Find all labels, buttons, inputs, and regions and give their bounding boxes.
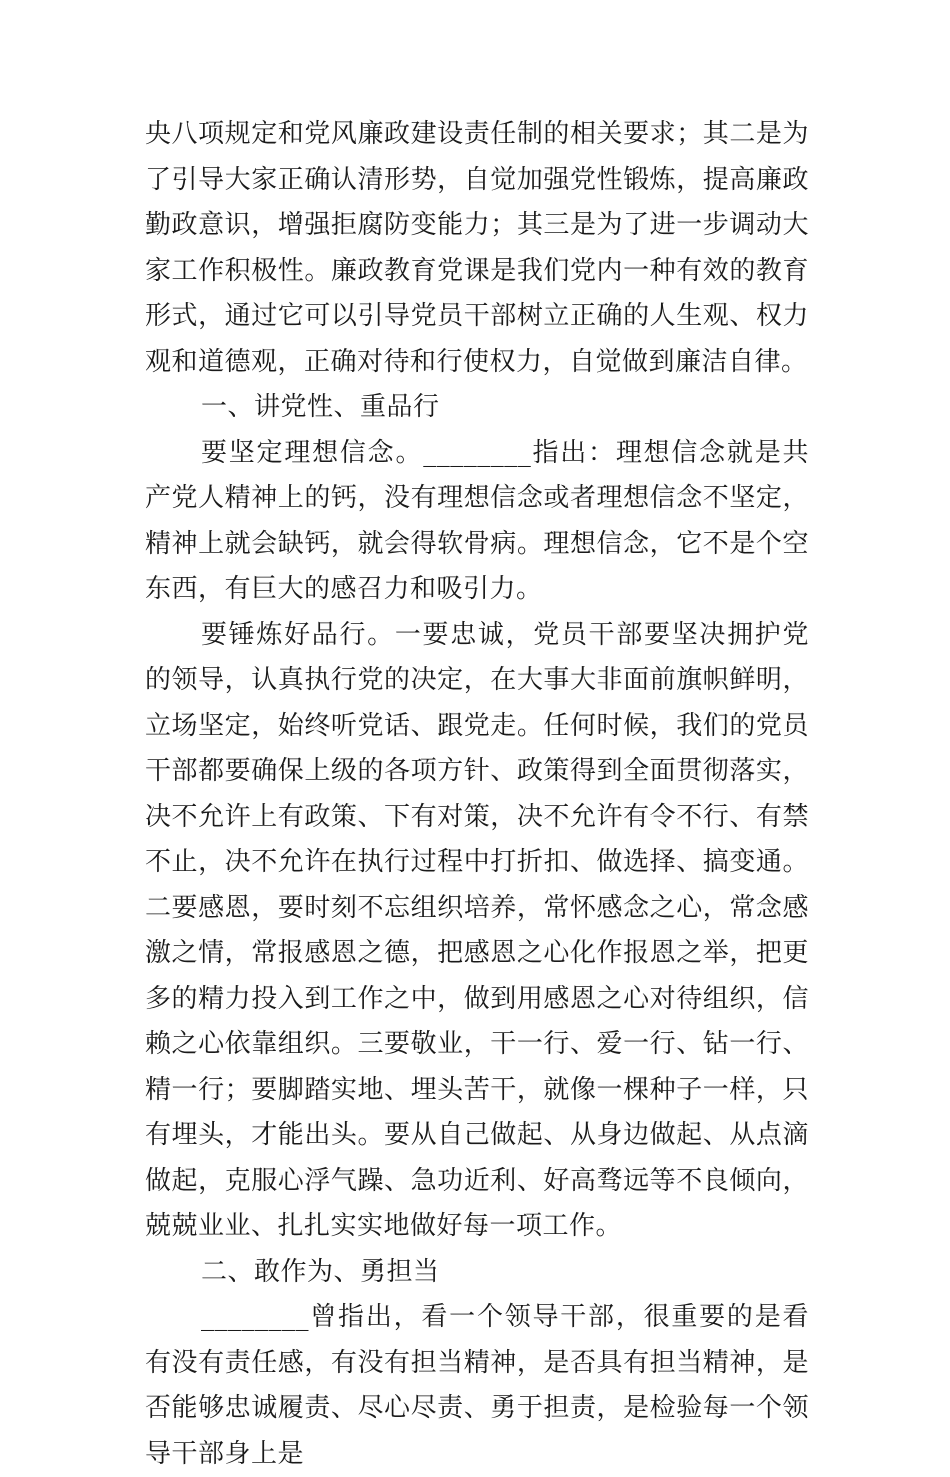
paragraph-conduct: 要锤炼好品行。一要忠诚，党员干部要坚决拥护党的领导，认真执行党的决定，在大事大非面前旗帜鲜明，立场坚定，始终听党话、跟党走。任何时候，我们的党员干部都要确保上级的各项方针、政策得到全面贯彻落实，决不允许上有政策、下有对策，决不允许有令不行、有禁不止，决不允许在执行过程中打折扣、做选择、搞变通。二要感恩，要时刻不忘组织培养，常怀感念之心，常念感激之情，常报感恩之德，把感恩之心化作报恩之举，把更多的精力投入到工作之中，做到用感恩之心对待组织，信赖之心依靠组织。三要敬业，干一行、爱一行、钻一行、精一行；要脚踏实地、埋头苦干，就像一棵种子一样，只有埋头，才能出头。要从自己做起、从身边做起、从点滴做起，克服心浮气躁、急功近利、好高骛远等不良倾向，兢兢业业、扎扎实实地做好每一项工作。 — [145, 619, 809, 1241]
section-heading-2: 二、敢作为、勇担当 — [201, 1256, 440, 1287]
document-body — [145, 112, 809, 1477]
section-heading-1: 一、讲党性、重品行 — [201, 392, 440, 422]
paragraph-ideals: 要坚定理想信念。________指出：理想信念就是共产党人精神上的钙，没有理想信念或者理想信念不坚定，精神上就会缺钙，就会得软骨病。理想信念，它不是个空东西，有巨大的感召力和吸引力。 — [145, 437, 809, 604]
paragraph-responsibility: ________曾指出，看一个领导干部，很重要的是看有没有责任感，有没有担当精神，是否具有担当精神，是否能够忠诚履责、尽心尽责、勇于担责，是检验每一个领导干部身上是 — [145, 1302, 809, 1469]
paragraph-purpose: 央八项规定和党风廉政建设责任制的相关要求；其二是为了引导大家正确认清形势，自觉加强党性锻炼，提高廉政勤政意识，增强拒腐防变能力；其三是为了进一步调动大家工作积极性。廉政教育党课是我们党内一种有效的教育形式，通过它可以引导党员干部树立正确的人生观、权力观和道德观，正确对待和行使权力，自觉做到廉洁自律。 — [145, 119, 809, 377]
